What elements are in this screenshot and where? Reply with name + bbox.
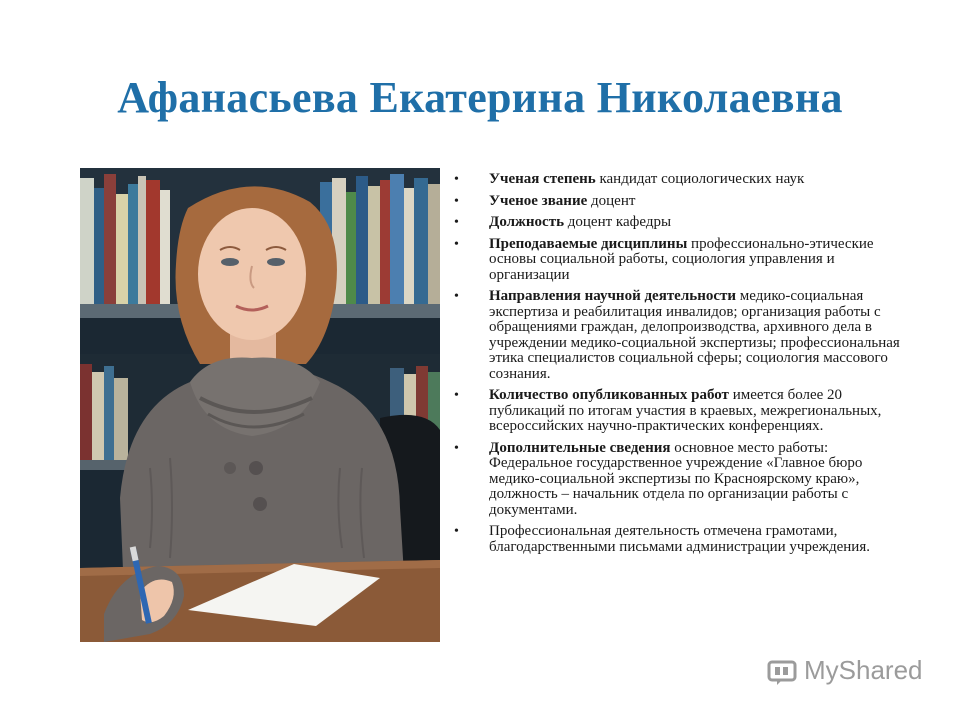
bullet-glyph: •: [454, 440, 459, 456]
bio-item-text: Профессиональная деятельность отмечена грамотами, благодарственными письмами администрации учреждения.: [489, 523, 870, 555]
bio-item-research: [454, 289, 914, 382]
bio-item-position: [454, 215, 914, 231]
bio-item-text: доцент: [587, 192, 636, 209]
portrait-photo: [80, 168, 440, 642]
bullet-glyph: •: [454, 524, 459, 539]
bio-item-label: Преподаваемые дисциплины: [489, 235, 688, 252]
bio-item-text: основное место работы: Федеральное государственное учреждение «Главное бюро медико-социальной экспертизы по Красноярскому краю», должность – начальник отдела по организации работы с документами.: [489, 439, 863, 518]
bio-item-degree: [454, 172, 914, 188]
myshared-label: MyShared: [804, 655, 923, 685]
portrait-illustration: [80, 168, 440, 642]
bio-item-label: Ученая степень: [489, 171, 596, 187]
bullet-glyph: •: [454, 388, 459, 403]
bio-item-disciplines: [454, 237, 914, 284]
bio-item-text: медико-социальная экспертиза и реабилитация инвалидов; организация работы с обращениями граждан, делопроизводства, архивного дела в учреждении медико-социальной экспертизы; профессиональная этика специалистов социальной сферы; социология массового сознания.: [489, 288, 900, 382]
bio-item-additional: [454, 441, 914, 519]
bio-item-label: Направления научной деятельности: [489, 288, 737, 304]
bio-item-academic-title: [454, 194, 914, 210]
bio-item-publications: [454, 388, 914, 435]
bullet-glyph: •: [454, 193, 459, 209]
bio-item-label: Ученое звание: [489, 192, 588, 209]
bio-item-text: кандидат социологических наук: [595, 171, 805, 187]
bullet-glyph: •: [454, 215, 459, 230]
bio-item-text: профессионально-этические основы социальной работы, социология управления и организации: [489, 235, 874, 283]
bullet-glyph: •: [454, 236, 459, 252]
bio-item-label: Количество опубликованных работ: [489, 387, 729, 403]
bullet-glyph: •: [454, 172, 459, 187]
bio-list: [454, 172, 914, 561]
slide-title: Афанасьева Екатерина Николаевна: [117, 73, 843, 122]
bio-item-text: имеется более 20 публикаций по итогам участия в краевых, межрегиональных, всероссийских научно-практических конференциях.: [489, 387, 882, 434]
myshared-logo-icon: [766, 656, 800, 686]
bio-item-label: Дополнительные сведения: [489, 439, 671, 456]
bullet-glyph: •: [454, 289, 459, 304]
bio-item-text: доцент кафедры: [564, 214, 672, 230]
bio-item-awards: [454, 524, 914, 555]
bio-item-label: Должность: [489, 214, 565, 230]
myshared-watermark[interactable]: [766, 655, 923, 686]
